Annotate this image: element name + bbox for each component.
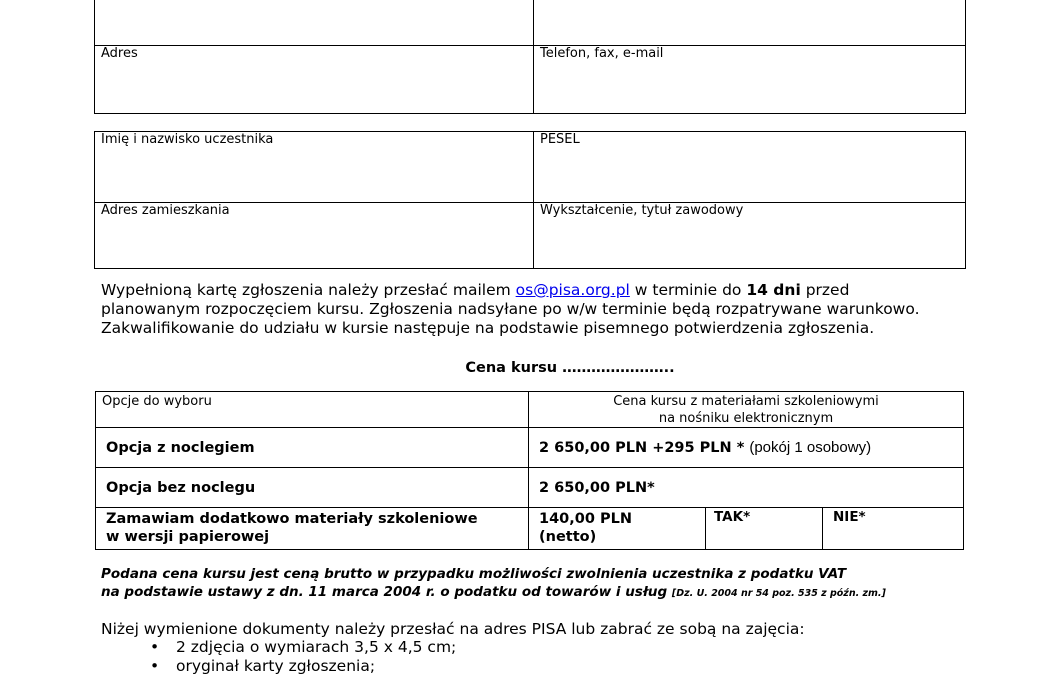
materials-order	[96, 508, 529, 550]
instructions-text-2: w terminie do	[629, 281, 747, 299]
materials-line-2: w wersji papierowej	[106, 529, 270, 545]
instructions-line-2: planowanym rozpoczęciem kursu. Zgłoszenia nadsyłane po w/w terminie będą rozpatrywane warunkowo.	[101, 300, 920, 318]
options-header: Opcje do wyboru	[96, 392, 529, 428]
legal-citation: [Dz. U. 2004 nr 54 poz. 535 z późn. zm.]	[671, 588, 886, 599]
contact-field[interactable]	[534, 46, 966, 114]
instructions-line-1	[101, 281, 981, 300]
home-address-label: Adres zamieszkania	[101, 203, 230, 218]
price-header-line-2: na nośniku elektronicznym	[658, 411, 834, 426]
bullet-icon: •	[150, 638, 160, 656]
room-note: (pokój 1 osobowy)	[749, 439, 872, 456]
materials-price-line-2: (netto)	[539, 529, 597, 545]
home-address-field[interactable]	[95, 203, 534, 269]
materials-price	[529, 508, 706, 550]
document-item-form: oryginał karty zgłoszenia;	[176, 657, 376, 675]
instructions-text-3: przed	[800, 281, 850, 299]
instructions-text-1: Wypełnioną kartę zgłoszenia należy przesłać mailem	[101, 281, 516, 299]
pesel-field[interactable]	[534, 132, 966, 203]
price-with-lodging	[529, 428, 964, 468]
bullet-icon: •	[150, 657, 160, 675]
price-table	[95, 391, 964, 550]
vat-note-text: na podstawie ustawy z dn. 11 marca 2004 r. o podatku od towarów i usług	[101, 584, 672, 600]
price-header-line-1: Cena kursu z materiałami szkoleniowymi	[613, 394, 879, 409]
education-field[interactable]	[534, 203, 966, 269]
email-link[interactable]: os@pisa.org.pl	[515, 281, 630, 299]
address-field[interactable]	[95, 46, 534, 114]
participant-name-label: Imię i nazwisko uczestnika	[101, 132, 274, 147]
education-label: Wykształcenie, tytuł zawodowy	[540, 203, 744, 218]
option-with-lodging[interactable]: Opcja z noclegiem	[96, 428, 529, 468]
price-header	[529, 392, 964, 428]
price-title: Cena kursu …………………..	[465, 360, 675, 376]
vat-note	[101, 565, 1001, 603]
applicant-extra-field[interactable]	[534, 0, 966, 46]
materials-no-option[interactable]: NIE*	[823, 508, 964, 550]
participant-name-field[interactable]	[95, 132, 534, 203]
pesel-label: PESEL	[540, 132, 580, 147]
materials-line-1: Zamawiam dodatkowo materiały szkoleniowe	[106, 511, 478, 527]
materials-yes-option[interactable]: TAK*	[706, 508, 823, 550]
list-item	[150, 657, 456, 676]
vat-note-line-1: Podana cena kursu jest ceną brutto w przypadku możliwości zwolnienia uczestnika z podatku VAT	[101, 566, 847, 582]
document-item-photos: 2 zdjęcia o wymiarach 3,5 x 4,5 cm;	[176, 638, 457, 656]
vat-note-line-2	[101, 583, 1001, 603]
participant-table	[94, 131, 966, 269]
address-label: Adres	[101, 46, 138, 61]
price-without-lodging: 2 650,00 PLN*	[529, 468, 964, 508]
contact-label: Telefon, fax, e-mail	[540, 46, 664, 61]
deadline-days: 14 dni	[746, 281, 801, 299]
instructions-paragraph	[101, 281, 981, 338]
price-with-lodging-value: 2 650,00 PLN +295 PLN *	[539, 440, 750, 456]
applicant-name-field[interactable]	[95, 0, 534, 46]
documents-intro: Niżej wymienione dokumenty należy przesłać na adres PISA lub zabrać ze sobą na zajęcia:	[101, 620, 805, 638]
option-without-lodging[interactable]: Opcja bez noclegu	[96, 468, 529, 508]
list-item	[150, 638, 456, 657]
materials-price-line-1: 140,00 PLN	[539, 511, 633, 527]
applicant-table	[94, 0, 966, 114]
documents-list	[150, 638, 456, 676]
instructions-line-3: Zakwalifikowanie do udziału w kursie następuje na podstawie pisemnego potwierdzenia zgłoszenia.	[101, 319, 875, 337]
